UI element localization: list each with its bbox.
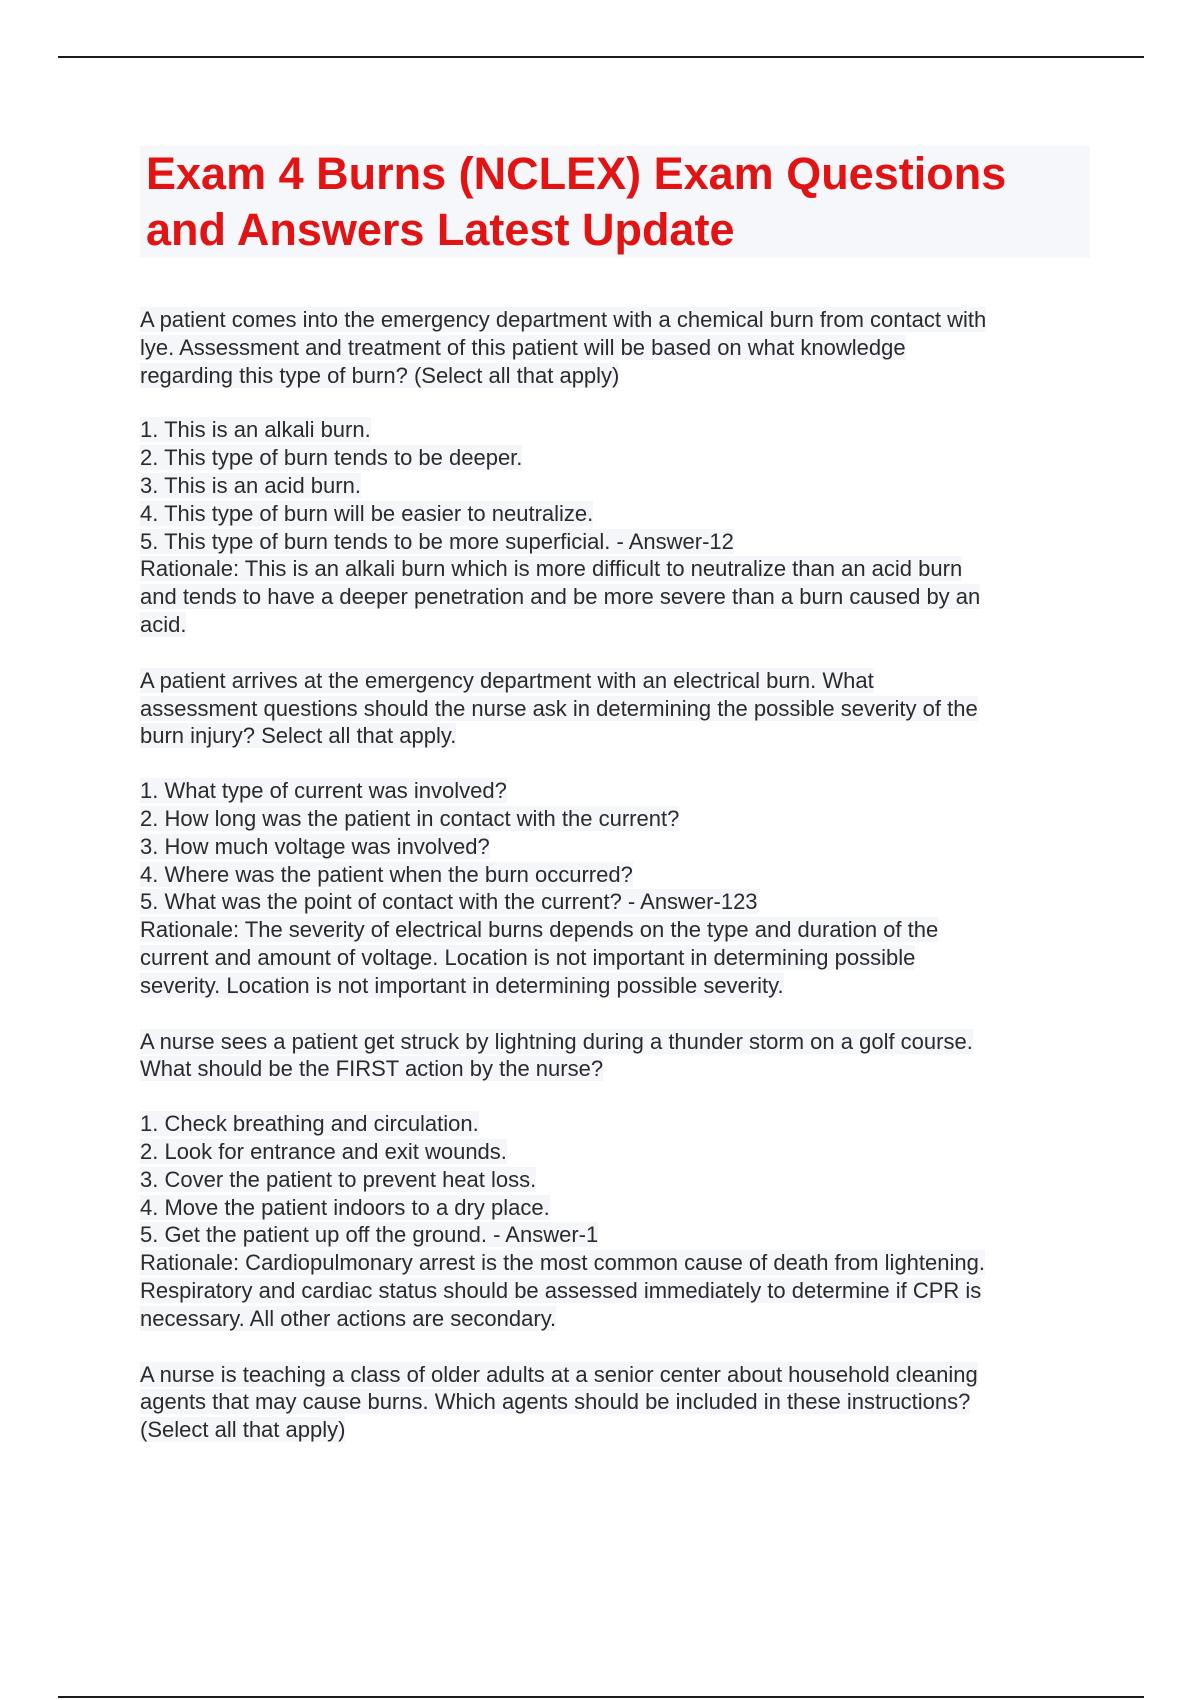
question-text-line: A nurse sees a patient get struck by lightning during a thunder storm on a golf course. — [140, 1028, 973, 1054]
question-text-line: burn injury? Select all that apply. — [140, 723, 457, 749]
answer-option: 3. This is an acid burn. — [140, 472, 361, 498]
question-text-line: What should be the FIRST action by the nurse? — [140, 1056, 604, 1082]
answer-option: 1. Check breathing and circulation. — [140, 1111, 479, 1137]
answer-option: 5. This type of burn tends to be more superficial. - Answer-12 — [140, 528, 734, 554]
question-text-line: regarding this type of burn? (Select all that apply) — [140, 362, 620, 388]
question-text-line: A patient comes into the emergency department with a chemical burn from contact with — [140, 307, 987, 332]
rationale-line: Rationale: This is an alkali burn which is more difficult to neutralize than an acid burn — [140, 556, 963, 582]
rationale-line: and tends to have a deeper penetration and be more severe than a burn caused by an — [140, 584, 981, 610]
question-text-line: A patient arrives at the emergency department with an electrical burn. What — [140, 667, 874, 693]
title-line: Exam 4 Burns (NCLEX) Exam Questions — [146, 148, 1007, 199]
rationale-line: severity. Location is not important in determining possible severity. — [140, 972, 784, 998]
rationale-line: current and amount of voltage. Location is not important in determining possible — [140, 944, 916, 970]
answer-option: 3. How much voltage was involved? — [140, 833, 490, 859]
answer-option: 2. How long was the patient in contact with the current? — [140, 805, 680, 831]
rationale-line: Rationale: The severity of electrical burns depends on the type and duration of the — [140, 917, 939, 943]
answer-option: 5. Get the patient up off the ground. - Answer-1 — [140, 1222, 599, 1248]
question-item — [140, 1361, 1090, 1444]
answer-option: 4. Move the patient indoors to a dry place. — [140, 1194, 550, 1220]
question-text-line: agents that may cause burns. Which agents should be included in these instructions? — [140, 1389, 971, 1415]
answer-option: 5. What was the point of contact with the current? - Answer-123 — [140, 889, 758, 915]
question-item — [140, 667, 1090, 1000]
bottom-rule — [58, 1696, 1144, 1698]
questions-list — [140, 306, 1090, 1444]
rationale-line: necessary. All other actions are secondary. — [140, 1305, 557, 1331]
question-item — [140, 306, 1090, 639]
answer-option: 3. Cover the patient to prevent heat loss. — [140, 1166, 537, 1192]
document-title — [140, 146, 1090, 258]
top-rule — [58, 56, 1144, 58]
question-text-line: lye. Assessment and treatment of this patient will be based on what knowledge — [140, 334, 906, 360]
question-text-line: A nurse is teaching a class of older adults at a senior center about household cleaning — [140, 1361, 978, 1387]
question-text-line: (Select all that apply) — [140, 1417, 346, 1443]
answer-option: 4. This type of burn will be easier to neutralize. — [140, 500, 594, 526]
document-body — [140, 146, 1090, 1444]
rationale-line: Rationale: Cardiopulmonary arrest is the most common cause of death from lightening. — [140, 1250, 985, 1276]
answer-option: 4. Where was the patient when the burn occurred? — [140, 861, 633, 887]
answer-option: 2. This type of burn tends to be deeper. — [140, 445, 523, 471]
title-line: and Answers Latest Update — [146, 204, 735, 255]
question-text-line: assessment questions should the nurse ask in determining the possible severity of the — [140, 695, 978, 721]
answer-option: 2. Look for entrance and exit wounds. — [140, 1138, 507, 1164]
rationale-line: acid. — [140, 611, 187, 637]
question-item — [140, 1028, 1090, 1333]
rationale-line: Respiratory and cardiac status should be assessed immediately to determine if CPR is — [140, 1277, 982, 1303]
answer-option: 1. This is an alkali burn. — [140, 417, 371, 443]
answer-option: 1. What type of current was involved? — [140, 778, 507, 804]
